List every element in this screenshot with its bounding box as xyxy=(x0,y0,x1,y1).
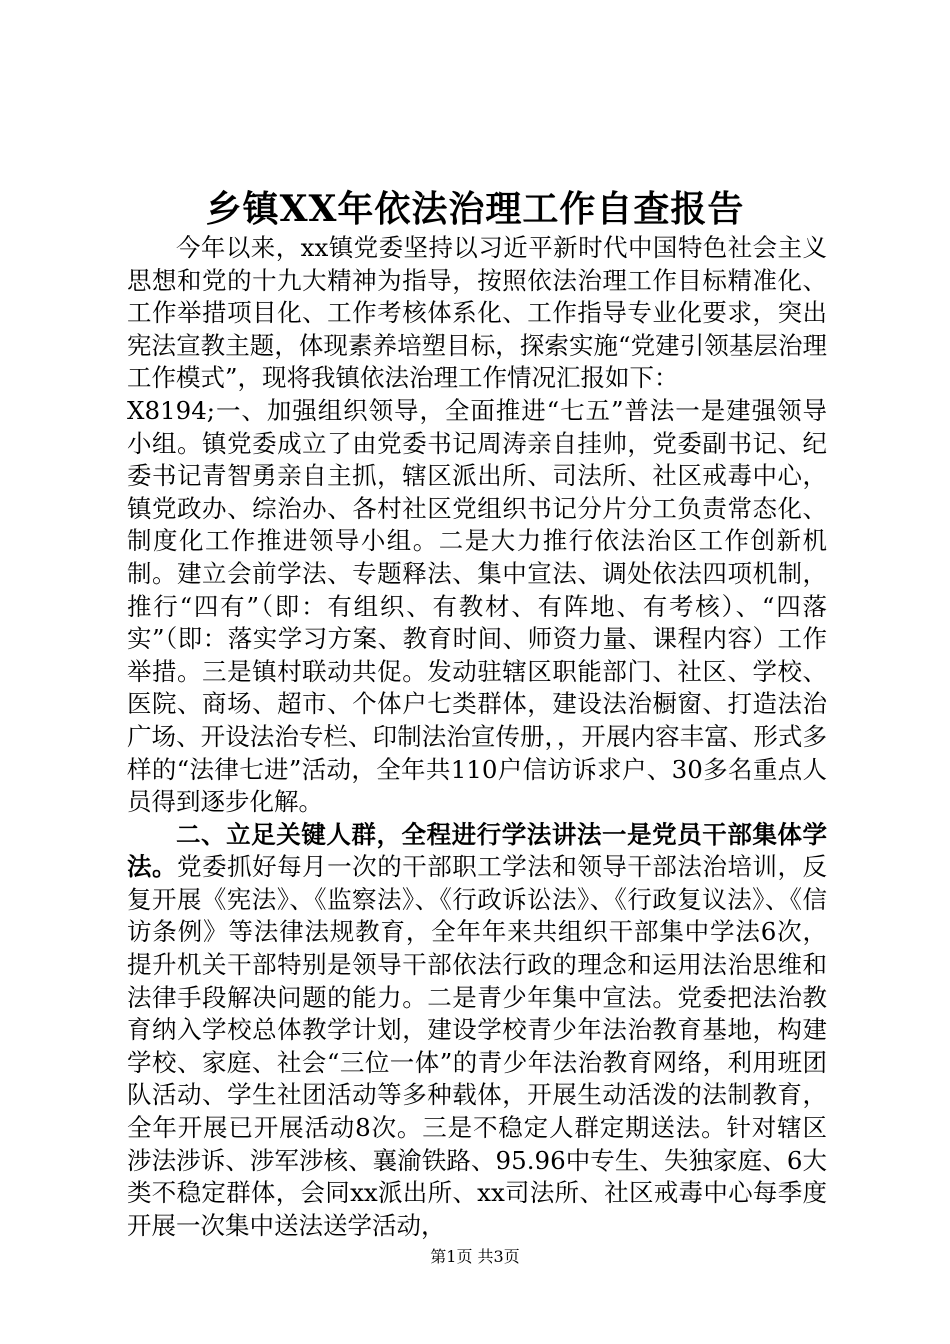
page-number-footer: 第1页 共3页 xyxy=(430,1247,520,1266)
paragraph-section-one: X8194;一、加强组织领导，全面推进“七五”普法一是建强领导小组。镇党委成立了由党委书记周涛亲自挂帅，党委副书记、纪委书记青智勇亲自主抓，辖区派出所、司法所、社区戒毒中心，镇党政办、综治办、各村社区党组织书记分片分工负责常态化、制度化工作推进领导小组。二是大力推行依法治区工作创新机制。建立会前学法、专题释法、集中宣法、调处依法四项机制，推行“四有”（即：有组织、有教材、有阵地、有考核）、“四落实”（即：落实学习方案、教育时间、师资力量、课程内容）工作举措。三是镇村联动共促。发动驻辖区职能部门、社区、学校、医院、商场、超市、个体户七类群体，建设法治橱窗、打造法治广场、开设法治专栏、印制法治宣传册，，开展内容丰富、形式多样的“法律七进”活动，全年共110户信访诉求户、30多名重点人员得到逐步化解。 xyxy=(127,395,827,817)
document-body xyxy=(127,232,827,1242)
paragraph-section-two xyxy=(127,819,827,1243)
paragraph-intro: 今年以来，xx镇党委坚持以习近平新时代中国特色社会主义思想和党的十九大精神为指导，按照依法治理工作目标精准化、工作举措项目化、工作考核体系化、工作指导专业化要求，突出宪法宣教主题，体现素养培塑目标，探索实施“党建引领基层治理工作模式”，现将我镇依法治理工作情况汇报如下： xyxy=(127,233,827,393)
section-two-body: 党委抓好每月一次的干部职工学法和领导干部法治培训，反复开展《宪法》、《监察法》、《行政诉讼法》、《行政复议法》、《信访条例》等法律法规教育，全年年来共组织干部集中学法6次，提升机关干部特别是领导干部依法行政的理念和运用法治思维和法律手段解决问题的能力。二是青少年集中宣法。党委把法治教育纳入学校总体教学计划，建设学校青少年法治教育基地，构建学校、家庭、社会“三位一体”的青少年法治教育网络，利用班团队活动、学生社团活动等多种载体，开展生动活泼的法制教育，全年开展已开展活动8次。三是不稳定人群定期送法。针对辖区涉法涉诉、涉军涉核、襄渝铁路、95.96中专生、失独家庭、6大类不稳定群体，会同xx派出所、xx司法所、社区戒毒中心每季度开展一次集中送法送学活动， xyxy=(127,852,828,1240)
section-two-heading: 二、立足关键人群，全程进行学法讲法一是党员干部集体学法。 xyxy=(127,819,827,882)
document-title: 乡镇XX年依法治理工作自查报告 xyxy=(205,188,745,230)
